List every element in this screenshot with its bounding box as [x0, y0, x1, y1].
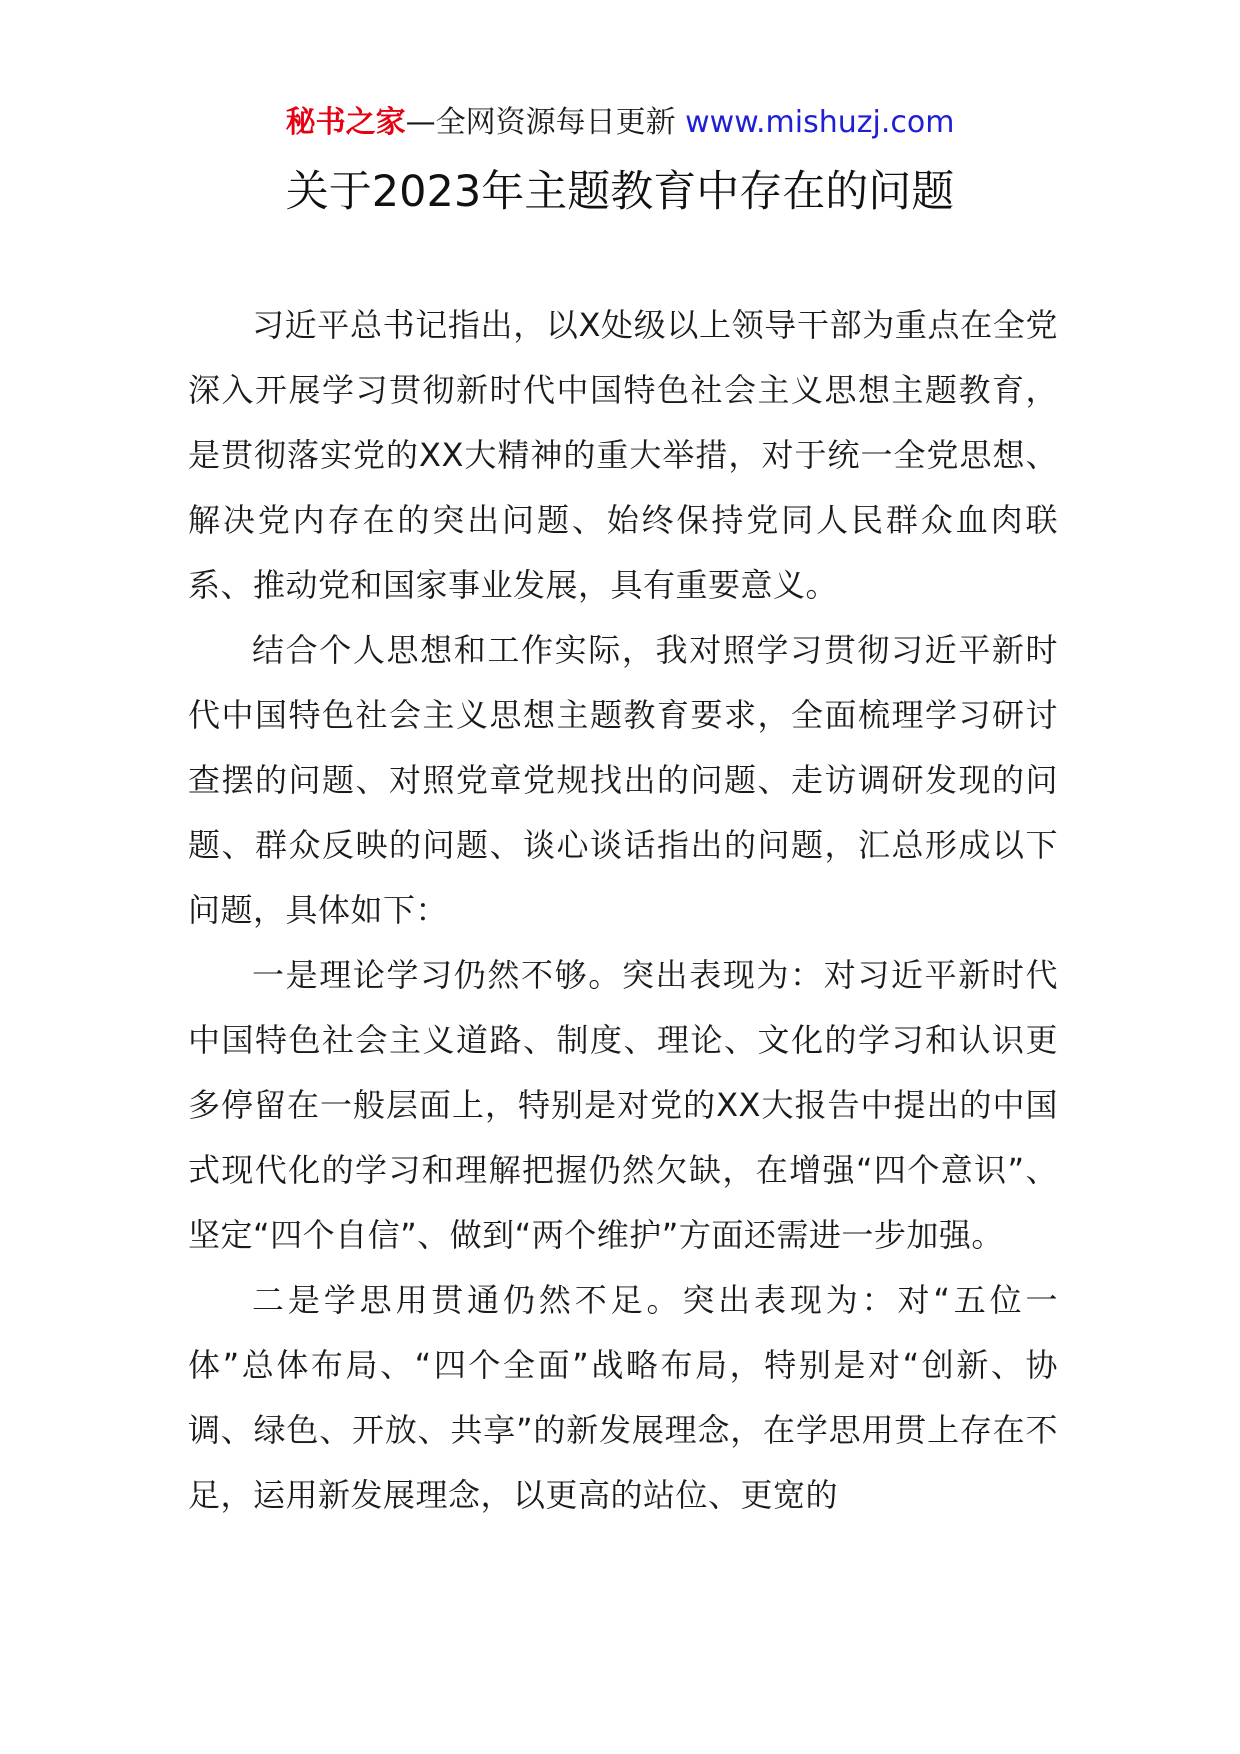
brand-name: 秘书之家 — [285, 105, 406, 140]
paragraph-issue-one: 一是理论学习仍然不够。突出表现为：对习近平新时代中国特色社会主义道路、制度、理论、文化的学习和认识更多停留在一般层面上，特别是对党的XX大报告中提出的中国式现代化的学习和理解把握仍然欠缺，在增强“四个意识”、坚定“四个自信”、做到“两个维护”方面还需进一步加强。 — [188, 956, 1058, 1254]
paragraph-summary: 结合个人思想和工作实际，我对照学习贯彻习近平新时代中国特色社会主义思想主题教育要求，全面梳理学习研讨查摆的问题、对照党章党规找出的问题、走访调研发现的问题、群众反映的问题、谈心谈话指出的问题，汇总形成以下问题，具体如下： — [188, 631, 1058, 929]
site-url-link[interactable]: www.mishuzj.com — [685, 105, 955, 140]
site-header — [0, 103, 1240, 143]
paragraph-issue-two: 二是学思用贯通仍然不足。突出表现为：对“五位一体”总体布局、“四个全面”战略布局，特别是对“创新、协调、绿色、开放、共享”的新发展理念，在学思用贯上存在不足，运用新发展理念，以更高的站位、更宽的 — [188, 1281, 1058, 1514]
document-title: 关于2023年主题教育中存在的问题 — [285, 167, 955, 217]
header-tagline: —全网资源每日更新 — [405, 105, 676, 140]
paragraph-intro: 习近平总书记指出，以X处级以上领导干部为重点在全党深入开展学习贯彻新时代中国特色社会主义思想主题教育，是贯彻落实党的XX大精神的重大举措，对于统一全党思想、解决党内存在的突出问题、始终保持党同人民群众血肉联系、推动党和国家事业发展，具有重要意义。 — [188, 306, 1058, 604]
document-body — [188, 293, 1058, 1528]
